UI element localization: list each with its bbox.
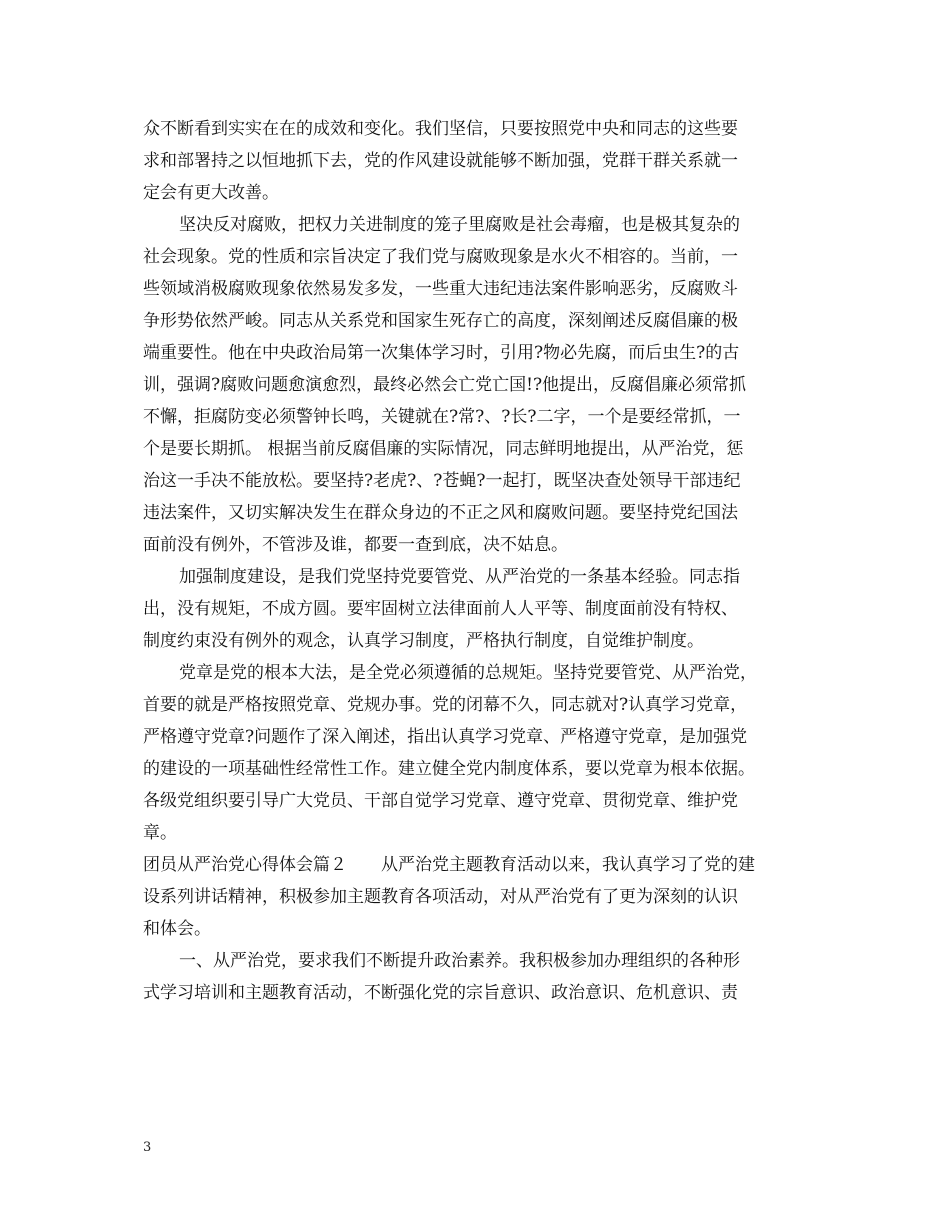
text-line: 不懈，拒腐防变必须警钟长鸣，关键就在?常?、?长?二字，一个是要经常抓，一 [143,407,741,427]
text-line: 违法案件，又切实解决发生在群众身边的不正之风和腐败问题。要坚持党纪国法 [143,503,738,523]
text-line: 社会现象。党的性质和宗旨决定了我们党与腐败现象是水火不相容的。当前，一 [143,247,738,267]
text-line: 制度约束没有例外的观念，认真学习制度，严格执行制度，自觉维护制度。 [143,631,704,651]
page-number: 3 [143,1140,152,1155]
text-line: 章。 [143,823,177,843]
document-body [143,113,823,1009]
text-line: 些领域消极腐败现象依然易发多发，一些重大违纪违法案件影响恶劣，反腐败斗 [143,279,738,299]
text-line: 和体会。 [143,919,211,939]
text-line: 团员从严治党心得体会篇２ 从严治党主题教育活动以来，我认真学习了党的建 [143,855,755,875]
text-line: 出，没有规矩，不成方圆。要牢固树立法律面前人人平等、制度面前没有特权、 [143,599,738,619]
text-line: 一、从严治党，要求我们不断提升政治素养。我积极参加办理组织的各种形 [179,951,740,971]
text-line: 众不断看到实实在在的成效和变化。我们坚信，只要按照党中央和同志的这些要 [143,119,738,139]
text-line: 训，强调?腐败问题愈演愈烈，最终必然会亡党亡国!?他提出，反腐倡廉必须常抓 [143,375,747,395]
text-line: 个是要长期抓。 根据当前反腐倡廉的实际情况，同志鲜明地提出，从严治党，惩 [143,439,744,459]
text-line: 定会有更大改善。 [143,183,279,203]
text-line: 各级党组织要引导广大党员、干部自觉学习党章、遵守党章、贯彻党章、维护党 [143,791,738,811]
text-line: 式学习培训和主题教育活动，不断强化党的宗旨意识、政治意识、危机意识、责 [143,983,738,1003]
text-line: 争形势依然严峻。同志从关系党和国家生死存亡的高度，深刻阐述反腐倡廉的极 [143,311,738,331]
text-line: 求和部署持之以恒地抓下去，党的作风建设就能够不断加强，党群干群关系就一 [143,151,738,171]
text-line: 党章是党的根本大法，是全党必须遵循的总规矩。坚持党要管党、从严治党， [179,663,757,683]
text-line: 坚决反对腐败，把权力关进制度的笼子里腐败是社会毒瘤，也是极其复杂的 [179,215,740,235]
text-line: 首要的就是严格按照党章、党规办事。党的闭幕不久，同志就对?认真学习党章， [143,695,748,715]
text-line: 面前没有例外，不管涉及谁，都要一查到底，决不姑息。 [143,535,568,555]
text-line: 加强制度建设，是我们党坚持党要管党、从严治党的一条基本经验。同志指 [179,567,740,587]
text-line: 严格遵守党章?问题作了深入阐述，指出认真学习党章、严格遵守党章，是加强党 [143,727,748,747]
text-line: 设系列讲话精神，积极参加主题教育各项活动，对从严治党有了更为深刻的认识 [143,887,738,907]
text-line: 的建设的一项基础性经常性工作。建立健全党内制度体系，要以党章为根本依据。 [143,759,755,779]
text-line: 端重要性。他在中央政治局第一次集体学习时，引用?物必先腐，而后虫生?的古 [143,343,740,363]
text-line: 治这一手决不能放松。要坚持?老虎?、?苍蝇?一起打，既坚决查处领导干部违纪 [143,471,741,491]
